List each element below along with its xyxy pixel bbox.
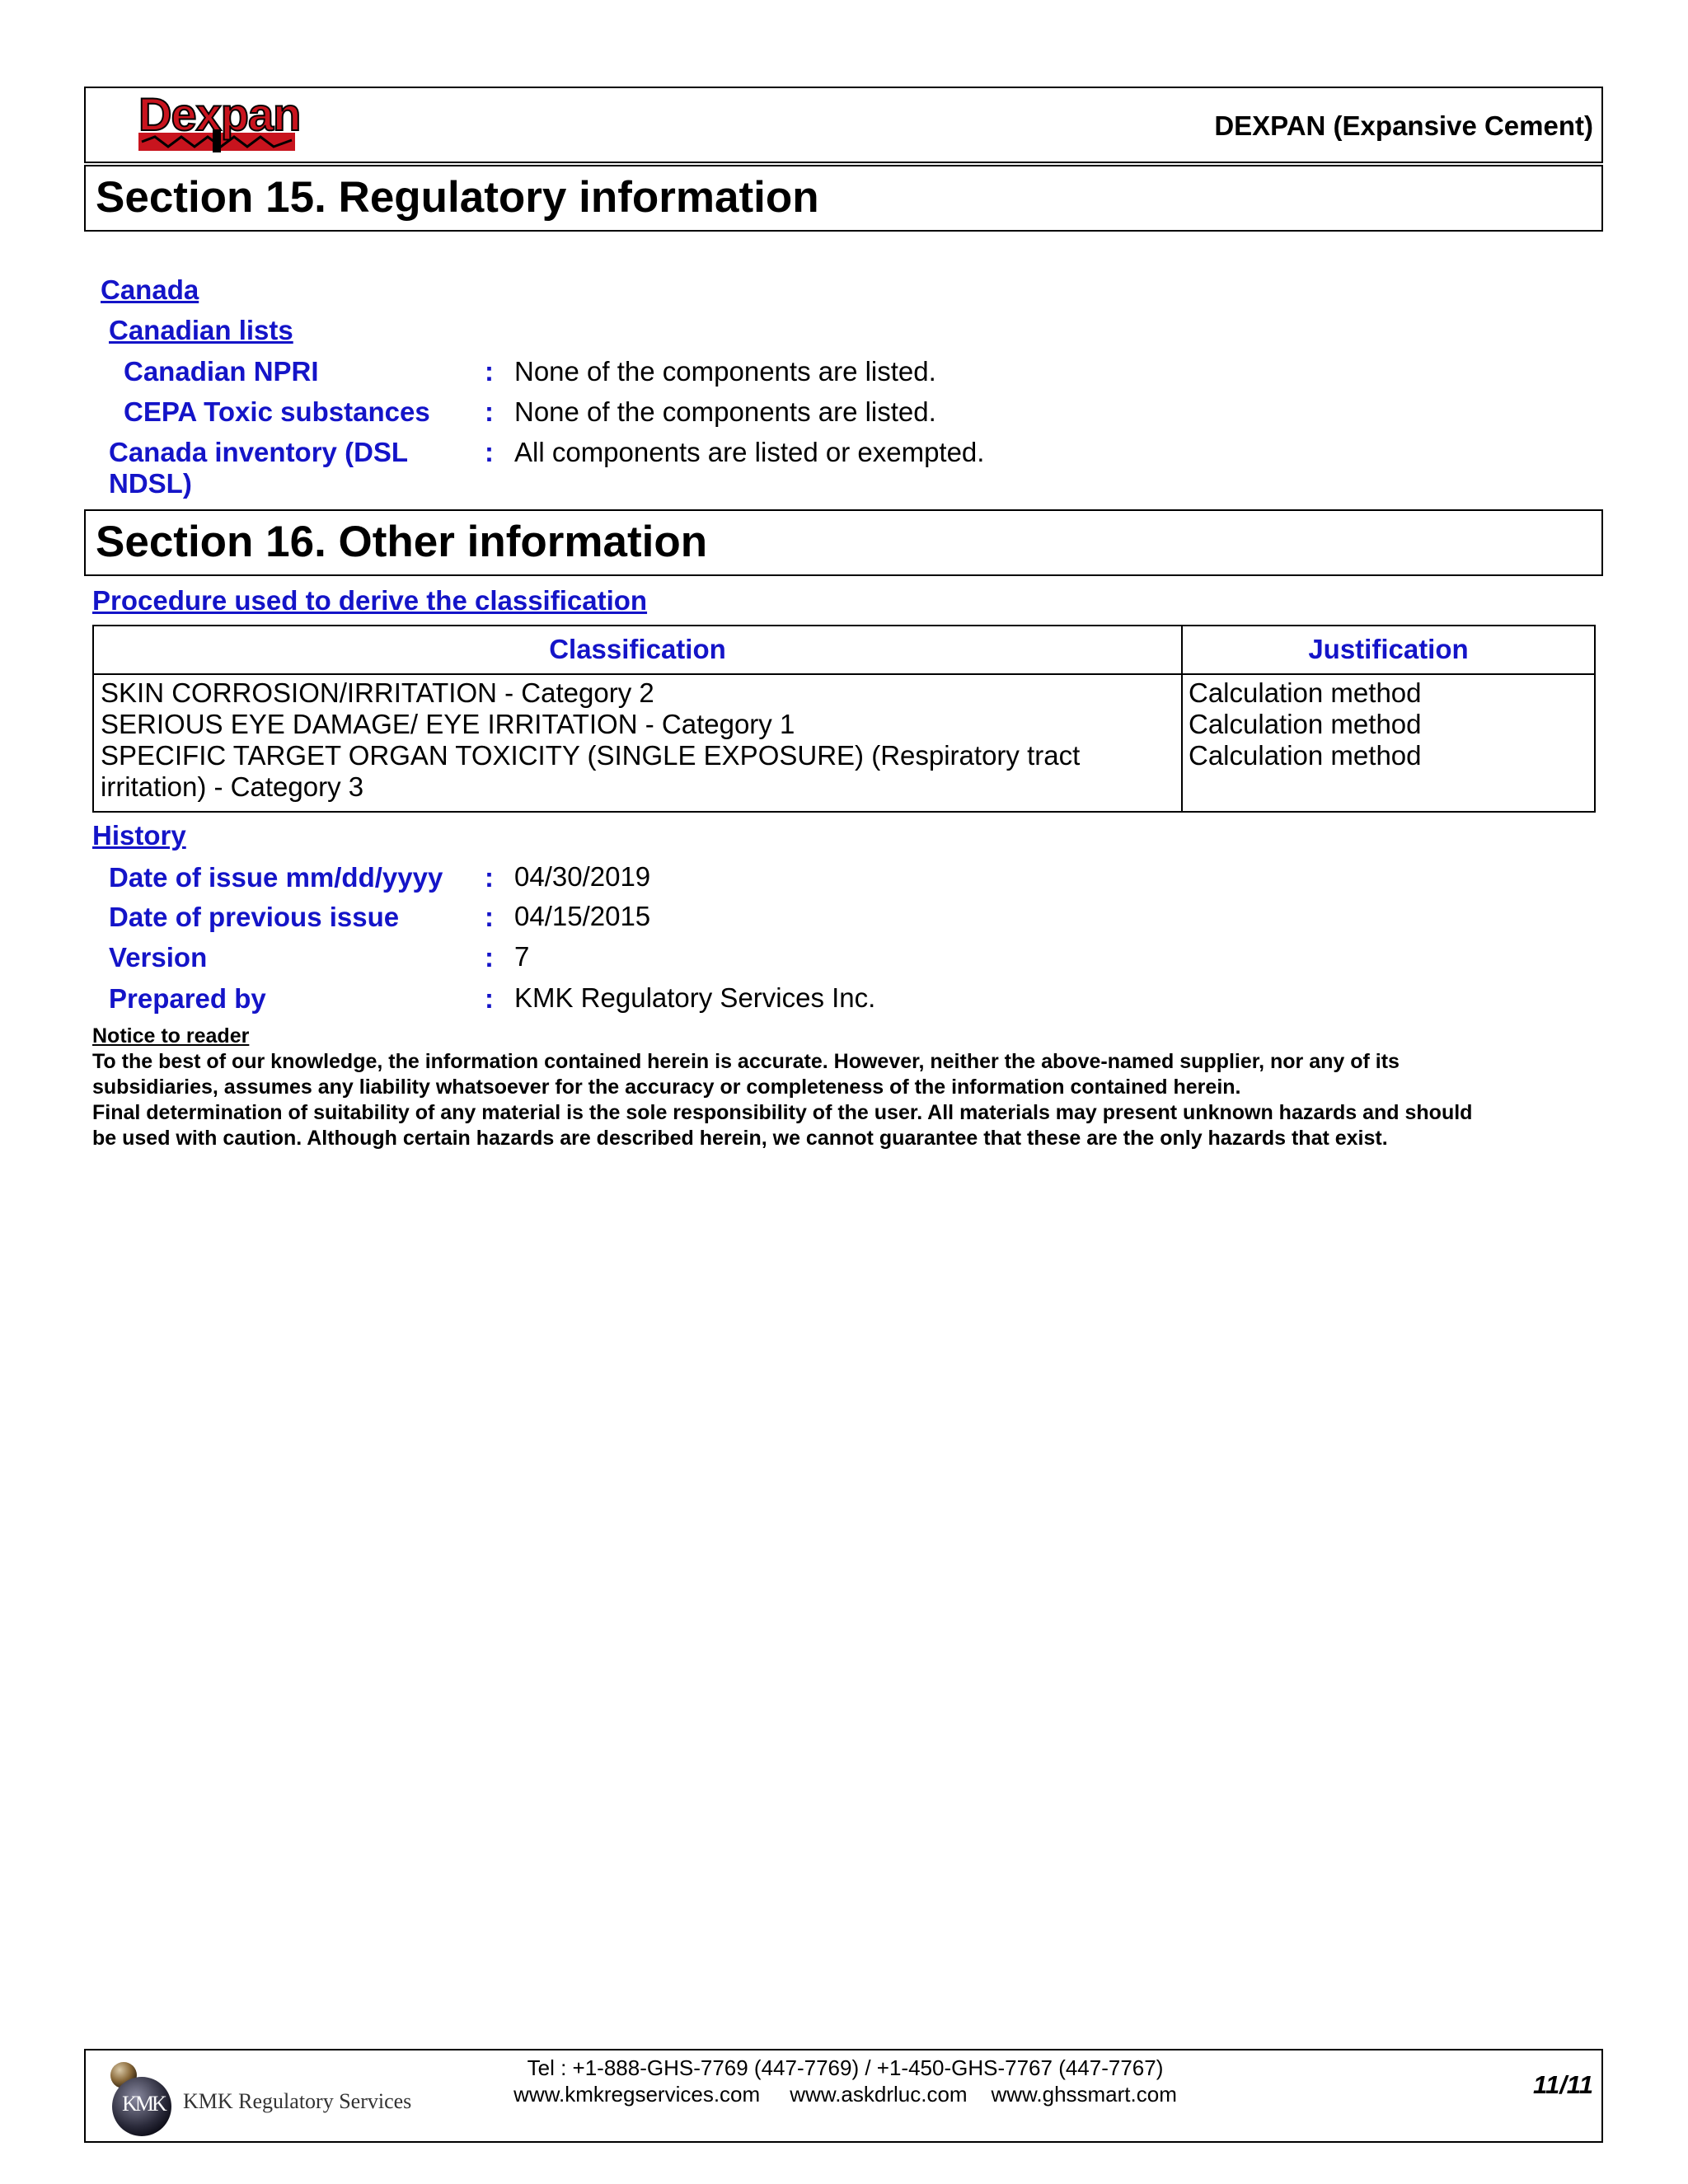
date-of-issue-value: 04/30/2019 [514,861,651,892]
notice-line: To the best of our knowledge, the information contained herein is accurate. However, neither the above-named supplier, nor any of its [92,1050,1400,1073]
notice-line: be used with caution. Although certain hazards are described herein, we cannot guarantee that these are the only hazards that exist. [92,1127,1388,1150]
procedure-link[interactable]: Procedure used to derive the classification [92,585,648,616]
colon: : [485,983,494,1014]
canada-link[interactable]: Canada [101,274,199,305]
canadian-npri-value: None of the components are listed. [514,356,936,387]
dexpan-logo-text: Dexpan [138,88,301,140]
justification-header: Justification [1308,634,1469,664]
classification-cell [101,677,1172,803]
product-title: DEXPAN (Expansive Cement) [1214,110,1593,141]
colon: : [485,356,494,387]
justification-line: Calculation method [1189,740,1422,771]
page-number: 11/11 [1533,2070,1593,2099]
classification-line: irritation) - Category 3 [101,771,364,802]
canada-inventory-label-line2: NDSL) [109,468,192,499]
justification-cell [1189,677,1584,771]
colon: : [485,396,494,427]
canadian-lists-link[interactable]: Canadian lists [109,315,293,345]
notice-line: Final determination of suitability of any material is the sole responsibility of the user. All materials may present unknown hazards and should [92,1101,1473,1124]
footer-websites [86,2082,1605,2107]
colon: : [485,862,494,893]
date-of-issue-label: Date of issue mm/dd/yyyy [109,862,443,893]
notice-line: subsidiaries, assumes any liability whatsoever for the accuracy or completeness of the information contained herein. [92,1076,1241,1099]
justification-line: Calculation method [1189,709,1422,739]
website-link[interactable]: www.askdrluc.com [790,2082,968,2107]
prepared-by-label: Prepared by [109,983,266,1014]
notice-heading: Notice to reader [92,1024,250,1047]
dexpan-logo [138,88,301,154]
colon: : [485,942,494,972]
version-value: 7 [514,941,530,972]
kmk-logo-letters: KMK [122,2092,165,2116]
footer-phone: Tel : +1-888-GHS-7769 (447-7769) / +1-450-GHS-7767 (447-7767) [527,2055,1164,2080]
prepared-by-value: KMK Regulatory Services Inc. [514,982,876,1013]
cepa-toxic-label: CEPA Toxic substances [124,396,430,427]
notice-body [92,1049,1601,1151]
date-of-previous-issue-value: 04/15/2015 [514,901,651,931]
canada-inventory-label-line1: Canada inventory (DSL [109,437,409,467]
classification-table [92,625,1596,813]
canada-inventory-value: All components are listed or exempted. [514,437,985,467]
website-link[interactable]: www.ghssmart.com [991,2082,1177,2107]
header-box [84,87,1603,163]
section-16-title: Section 16. Other information [96,518,708,566]
canadian-npri-label: Canadian NPRI [124,356,319,387]
classification-line: SKIN CORROSION/IRRITATION - Category 2 [101,677,654,708]
footer-box [84,2049,1603,2143]
table-header-divider [94,673,1594,675]
classification-line: SPECIFIC TARGET ORGAN TOXICITY (SINGLE EXPOSURE) (Respiratory tract [101,740,1081,771]
colon: : [485,437,494,467]
footer-company: KMK Regulatory Services [183,2089,412,2113]
section-15-title: Section 15. Regulatory information [96,173,819,222]
date-of-previous-issue-label: Date of previous issue [109,902,400,932]
classification-header: Classification [549,634,726,664]
version-label: Version [109,942,208,972]
website-link[interactable]: www.kmkregservices.com [513,2082,761,2107]
section-15-title-box [84,165,1603,232]
colon: : [485,902,494,932]
classification-line: SERIOUS EYE DAMAGE/ EYE IRRITATION - Category 1 [101,709,795,739]
justification-line: Calculation method [1189,677,1422,708]
history-link[interactable]: History [92,820,186,851]
section-16-title-box [84,509,1603,576]
cepa-toxic-value: None of the components are listed. [514,396,936,427]
